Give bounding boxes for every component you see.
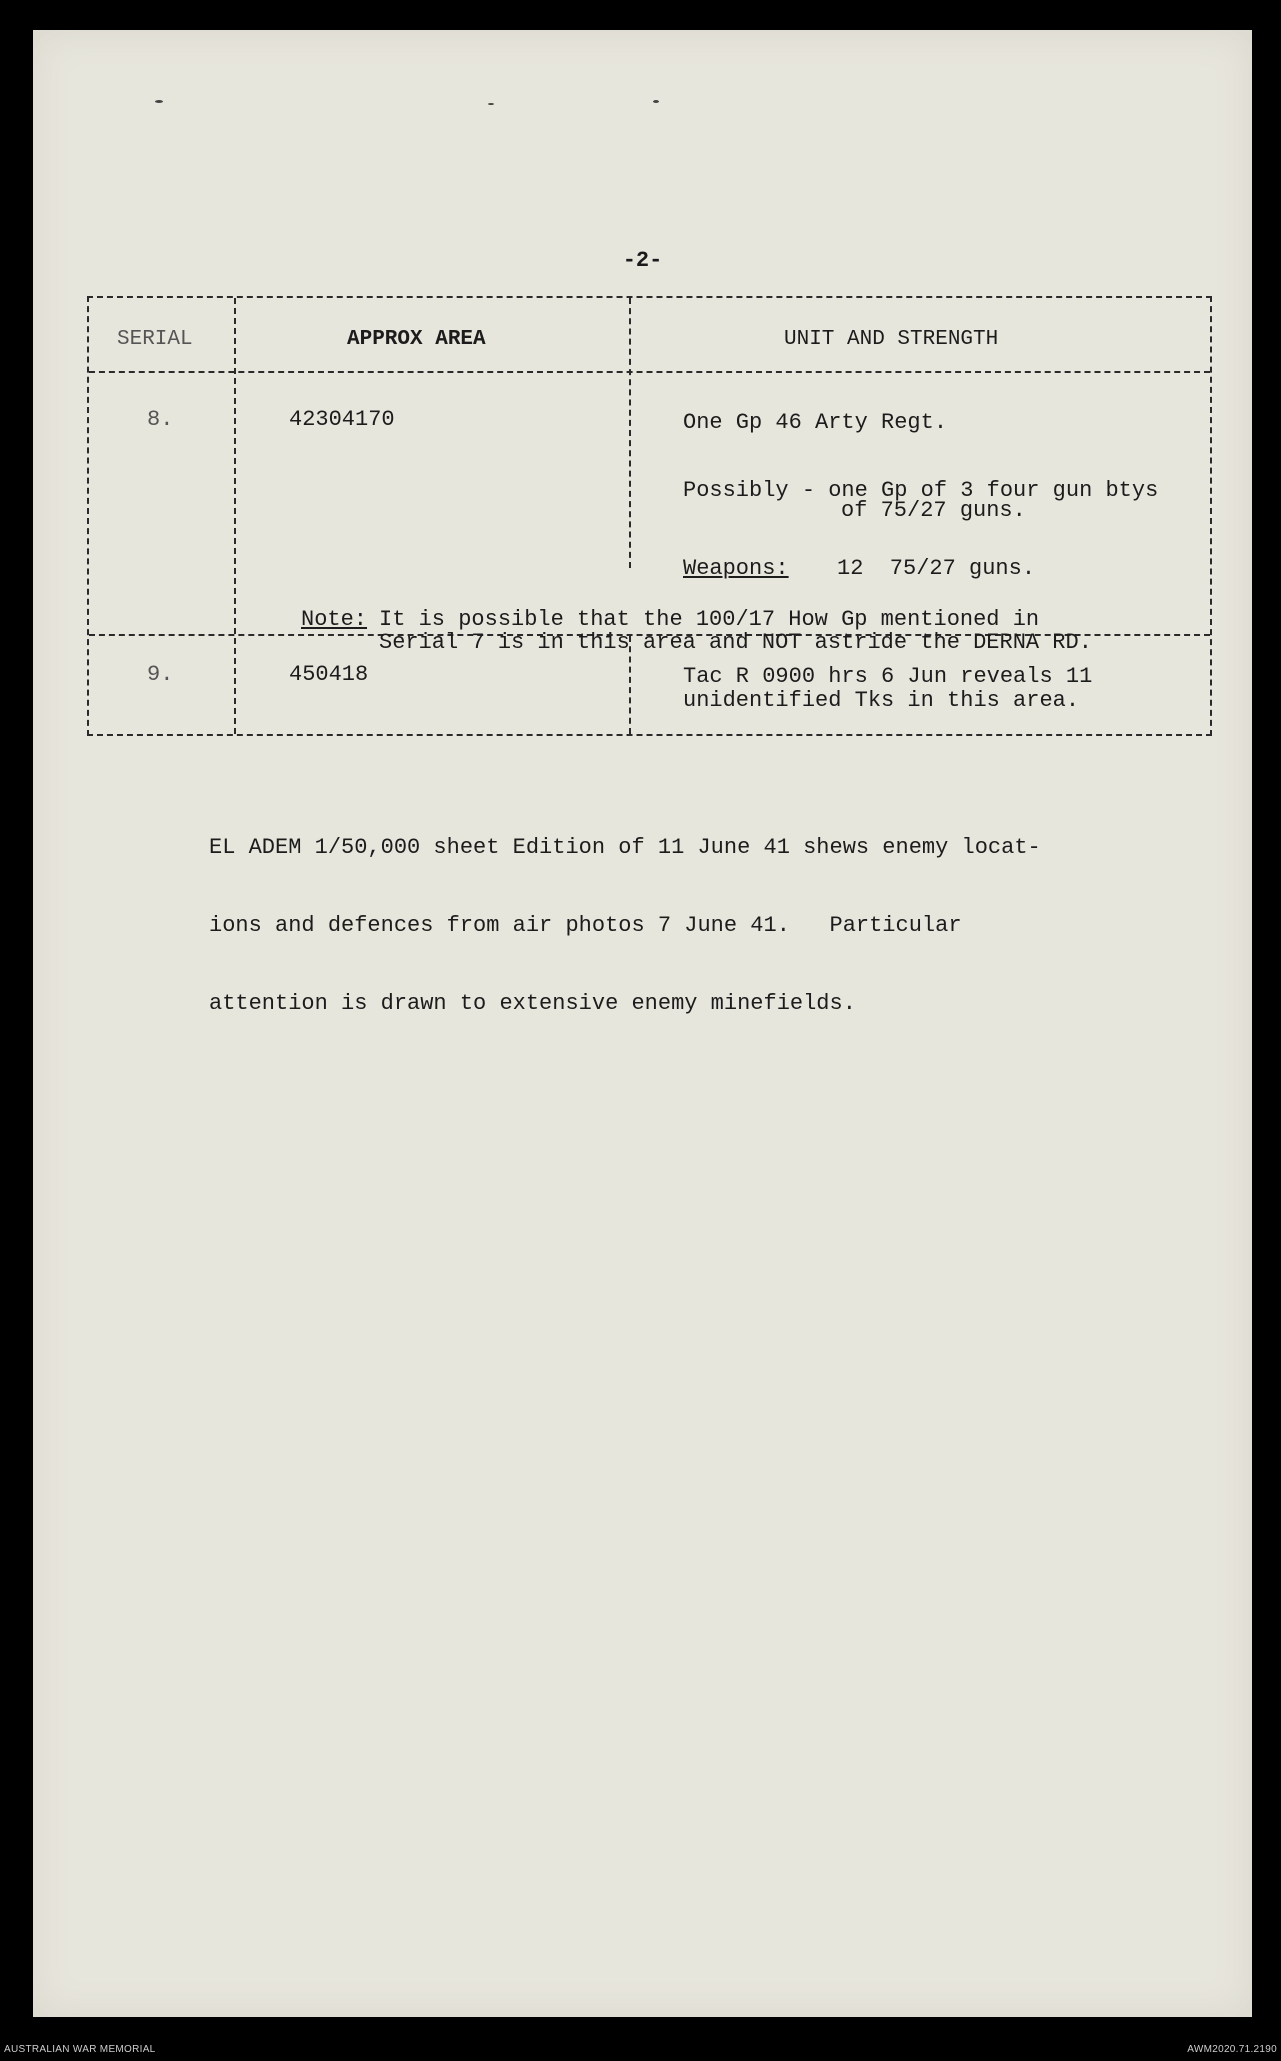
row-8-note-line1: It is possible that the 100/17 How Gp mentioned in — [379, 607, 1040, 632]
page-number: -2- — [622, 248, 663, 273]
ink-speck — [653, 100, 659, 103]
row-8-weapons-value: 12 75/27 guns. — [837, 556, 1036, 581]
footer-right: AWM2020.71.2190 — [1187, 2044, 1277, 2055]
header-serial: SERIAL — [117, 328, 193, 351]
row-9-unit-line1: Tac R 0900 hrs 6 Jun reveals 11 — [683, 664, 1093, 689]
row-8-unit: One Gp 46 Arty Regt. — [683, 410, 948, 435]
row-8-serial: 8. — [147, 407, 174, 432]
header-unit-strength: UNIT AND STRENGTH — [784, 328, 999, 351]
row-8-possibly: Possibly - one Gp of 3 four gun btys — [683, 478, 1159, 503]
row-8-note-line2: Serial 7 is in this area and NOT astride the DERNA RD. — [379, 630, 1092, 655]
header-rule — [89, 371, 1210, 373]
row-9-area: 450418 — [289, 662, 369, 687]
paragraph-line-3: attention is drawn to extensive enemy minefields. — [209, 991, 856, 1016]
ink-speck — [155, 100, 163, 103]
col-divider — [234, 298, 236, 734]
paragraph-line-1: EL ADEM 1/50,000 sheet Edition of 11 June 41 shews enemy locat- — [209, 835, 1041, 860]
header-approx-area: APPROX AREA — [347, 328, 486, 351]
row-9-unit-line2: unidentified Tks in this area. — [683, 688, 1080, 713]
row-9-serial: 9. — [147, 662, 174, 687]
document-page — [33, 30, 1252, 2017]
col-divider — [629, 298, 631, 568]
paragraph-line-2: ions and defences from air photos 7 June 41. Particular — [209, 913, 962, 938]
footer-left: AUSTRALIAN WAR MEMORIAL — [4, 2044, 156, 2055]
row-8-possibly-cont: of 75/27 guns. — [841, 498, 1026, 523]
ink-speck — [488, 103, 494, 105]
intel-table — [87, 296, 1212, 736]
map-note-paragraph — [209, 783, 1041, 1069]
row-8-note-label: Note: — [301, 607, 368, 632]
row-8-area: 42304170 — [289, 407, 395, 432]
row-8-weapons-label: Weapons: — [683, 556, 789, 581]
